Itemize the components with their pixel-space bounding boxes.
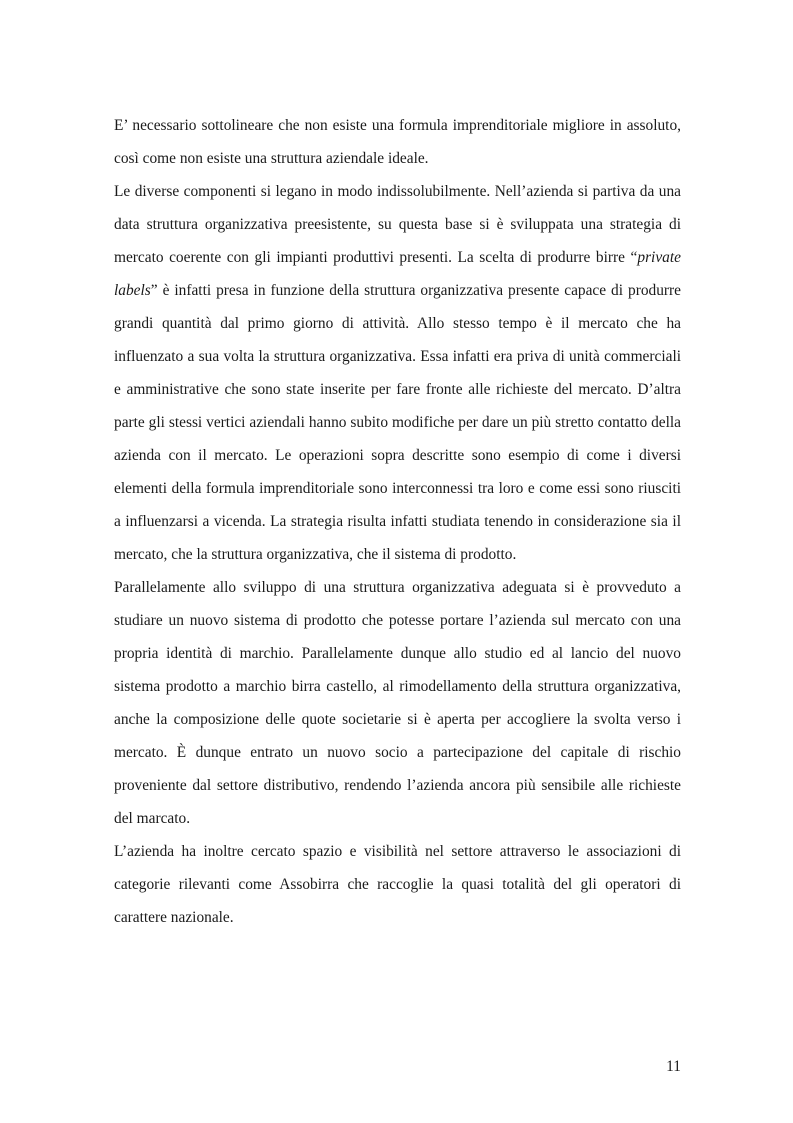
- quote-open: “: [630, 249, 638, 266]
- paragraph-3: Parallelamente allo sviluppo di una struttura organizzativa adeguata si è provveduto a studiare un nuovo sistema di prodotto che potesse portare l’azienda sul mercato con una propria identità di marchio. Parallelamente dunque allo studio ed al lancio del nuovo sistema prodotto a marchio birra castello, al rimodellamento della struttura organizzativa, anche la composizione delle quote societarie si è aperta per accogliere la svolta verso i mercato. È dunque entrato un nuovo socio a partecipazione del capitale di rischio proveniente dal settore distributivo, rendendo l’azienda ancora più sensibile alle richieste del marcato.: [114, 579, 681, 827]
- paragraph-1: E’ necessario sottolineare che non esiste una formula imprenditoriale migliore in assoluto, così come non esiste una struttura aziendale ideale.: [114, 117, 681, 167]
- paragraph-2-intro: Le diverse componenti si legano in modo indissolubilmente. Nell’azienda si partiva da una data struttura organizzativa preesistente, su questa base si è sviluppata una strategia di mercato coerente con gli impianti produttivi presenti. La scelta di produrre birre: [114, 183, 681, 266]
- page-number: 11: [666, 1058, 681, 1075]
- body-text: [114, 109, 681, 934]
- italic-term: private labels: [114, 249, 681, 299]
- quote-close: ”: [150, 282, 158, 299]
- paragraph-2-rest: è infatti presa in funzione della struttura organizzativa presente capace di produrre grandi quantità dal primo giorno di attività. Allo stesso tempo è il mercato che ha influenzato a sua volta la struttura organizzativa. Essa infatti era priva di unità commerciali e amministrative che sono state inserite per fare fronte alle richieste del mercato. D’altra parte gli stessi vertici aziendali hanno subito modifiche per dare un più stretto contatto della azienda con il mercato. Le operazioni sopra descritte sono esempio di come i diversi elementi della formula imprenditoriale sono interconnessi tra loro e come essi sono riusciti a influenzarsi a vicenda. La strategia risulta infatti studiata tenendo in considerazione sia il mercato, che la struttura organizzativa, che il sistema di prodotto.: [114, 282, 681, 563]
- paragraph-4: L’azienda ha inoltre cercato spazio e visibilità nel settore attraverso le associazioni di categorie rilevanti come Assobirra che raccoglie la quasi totalità del gli operatori di carattere nazionale.: [114, 843, 681, 926]
- paragraph-2: [114, 175, 681, 571]
